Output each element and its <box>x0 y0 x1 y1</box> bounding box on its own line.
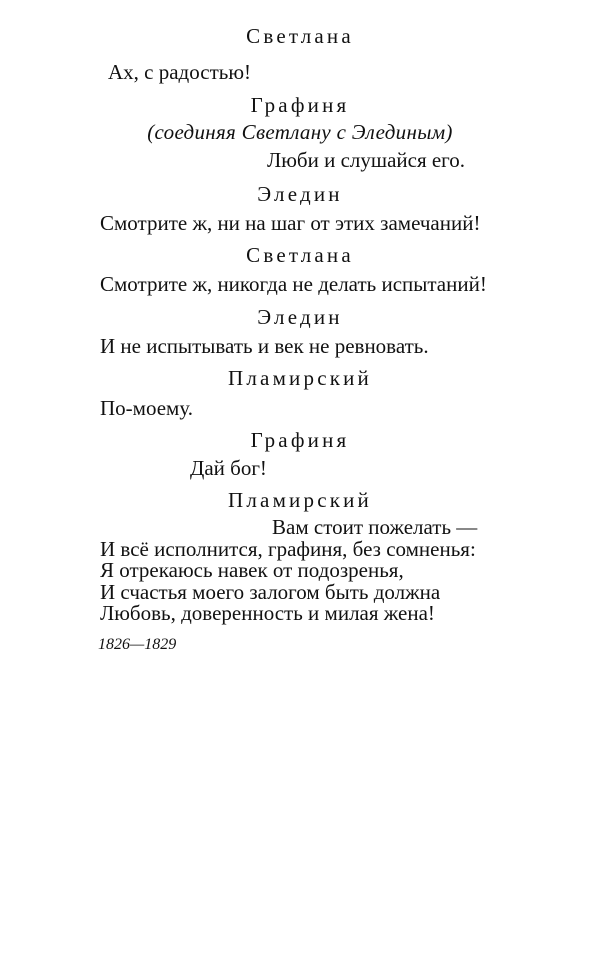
verse-line: И всё исполнится, графиня, без сомненья: <box>100 537 476 561</box>
speaker-eledin: Эледин <box>257 305 343 329</box>
verse-line: Ах, с радостью! <box>108 60 252 84</box>
stage-direction: (соединяя Светлану с Элединым) <box>147 120 453 144</box>
verse-line: Люби и слушайся его. <box>267 148 466 172</box>
verse-line: Дай бог! <box>190 456 267 480</box>
speaker-grafinya: Графиня <box>250 428 350 452</box>
verse-line: Смотрите ж, ни на шаг от этих замечаний! <box>100 211 481 235</box>
verse-line: И не испытывать и век не ревновать. <box>100 334 429 358</box>
verse-line: Я отрекаюсь навек от подозренья, <box>100 558 404 582</box>
speaker-plamirsky: Пламирский <box>228 366 372 390</box>
composition-date: 1826—1829 <box>98 636 177 653</box>
verse-line: И счастья моего залогом быть должна <box>100 580 441 604</box>
verse-line: Смотрите ж, никогда не делать испытаний! <box>100 272 487 296</box>
speaker-grafinya: Графиня <box>250 93 350 117</box>
speaker-svetlana: Светлана <box>246 24 354 48</box>
speaker-svetlana: Светлана <box>246 243 354 267</box>
speaker-eledin: Эледин <box>257 182 343 206</box>
verse-line: Вам стоит пожелать — <box>272 515 478 539</box>
verse-line: Любовь, доверенность и милая жена! <box>100 601 435 625</box>
speaker-plamirsky: Пламирский <box>228 488 372 512</box>
verse-line: По-моему. <box>100 396 193 420</box>
